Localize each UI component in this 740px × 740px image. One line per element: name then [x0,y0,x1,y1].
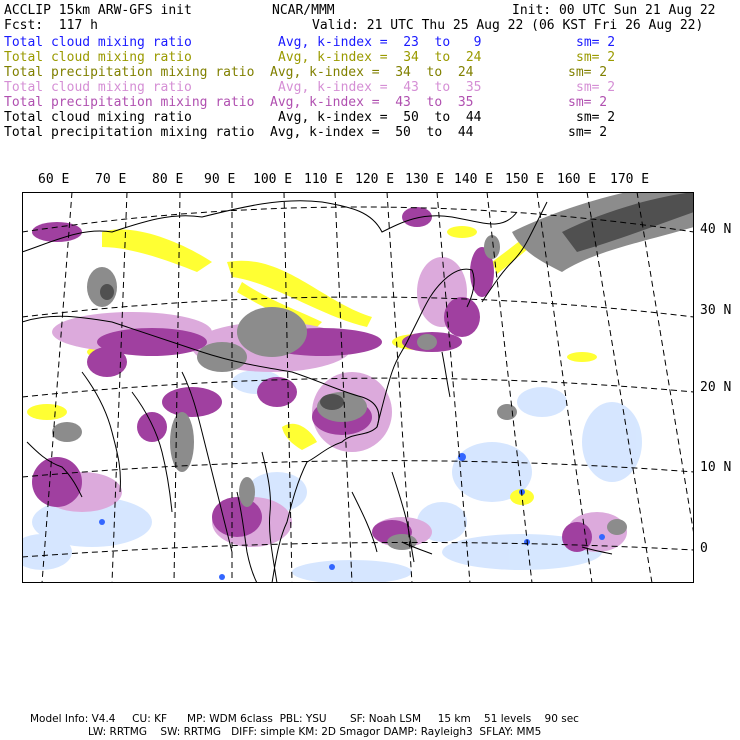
valid-time: Valid: 21 UTC Thu 25 Aug 22 (06 KST Fri 26 Aug 22) [312,18,704,33]
field-sm: sm= 2 [576,80,616,95]
model-title: ACCLIP 15km ARW-GFS init [4,3,192,18]
field-name: Total cloud mixing ratio [4,50,192,65]
init-time: Init: 00 UTC Sun 21 Aug 22 [512,3,716,18]
field-avg: Avg, k-index = 34 to 24 [270,65,474,80]
lon-label: 120 E [355,172,395,187]
lon-label: 150 E [505,172,545,187]
field-sm: sm= 2 [568,125,608,140]
field-name: Total precipitation mixing ratio [4,65,255,80]
lat-label: 10 N [700,460,732,475]
lat-label: 0 [700,541,708,556]
field-avg: Avg, k-index = 23 to 9 [278,35,482,50]
field-sm: sm= 2 [576,35,616,50]
lat-label: 40 N [700,222,732,237]
lon-label: 110 E [304,172,344,187]
lon-label: 80 E [152,172,184,187]
field-avg: Avg, k-index = 50 to 44 [278,110,482,125]
field-sm: sm= 2 [576,50,616,65]
lon-label: 60 E [38,172,70,187]
lat-label: 30 N [700,303,732,318]
field-name: Total cloud mixing ratio [4,110,192,125]
field-name: Total cloud mixing ratio [4,80,192,95]
lon-label: 100 E [253,172,293,187]
lon-label: 160 E [557,172,597,187]
center-label: NCAR/MMM [272,3,335,18]
lat-label: 20 N [700,380,732,395]
field-sm: sm= 2 [576,110,616,125]
field-sm: sm= 2 [568,65,608,80]
lon-label: 130 E [405,172,445,187]
lon-label: 170 E [610,172,650,187]
field-avg: Avg, k-index = 43 to 35 [270,95,474,110]
field-avg: Avg, k-index = 50 to 44 [270,125,474,140]
field-sm: sm= 2 [568,95,608,110]
model-info-line2: LW: RRTMG SW: RRTMG DIFF: simple KM: 2D Smagor DAMP: Rayleigh3 SFLAY: MM5 [88,726,542,738]
model-info-line1: Model Info: V4.4 CU: KF MP: WDM 6class PBL: YSU SF: Noah LSM 15 km 51 levels 90 sec [30,713,579,725]
forecast-map [22,192,694,583]
lon-label: 90 E [204,172,236,187]
field-avg: Avg, k-index = 43 to 35 [278,80,482,95]
lon-label: 140 E [454,172,494,187]
forecast-hour: Fcst: 117 h [4,18,98,33]
field-avg: Avg, k-index = 34 to 24 [278,50,482,65]
lon-label: 70 E [95,172,127,187]
field-name: Total cloud mixing ratio [4,35,192,50]
field-name: Total precipitation mixing ratio [4,95,255,110]
field-name: Total precipitation mixing ratio [4,125,255,140]
